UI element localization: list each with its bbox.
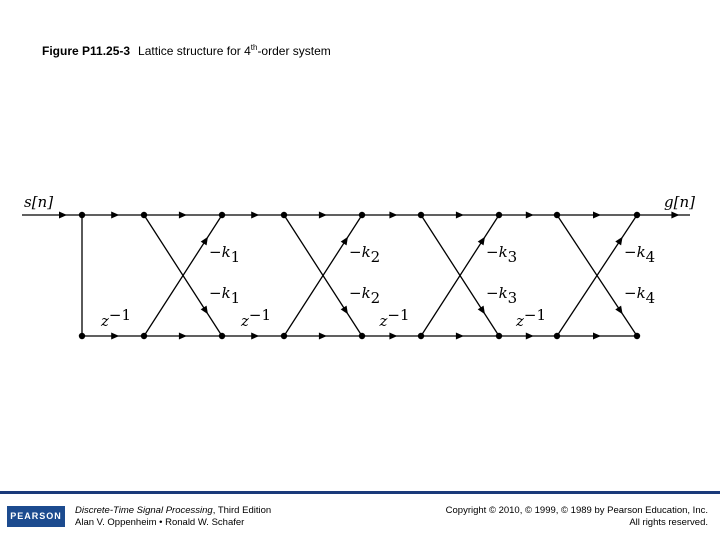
bottom-link-arrow-3: [389, 333, 397, 340]
copyright: [446, 505, 708, 529]
coeff-upper-4: −k4: [624, 243, 656, 266]
top-node: [281, 212, 287, 218]
book-edition: , Third Edition: [212, 505, 272, 516]
bottom-arrow-4: [593, 333, 601, 340]
top-node: [219, 212, 225, 218]
figure-number: Figure P11.25-3: [42, 44, 131, 58]
figure-title-text: Lattice structure for 4: [138, 44, 251, 58]
copyright-line-1: Copyright © 2010, © 1999, © 1989 by Pearson Education, Inc.: [445, 505, 708, 516]
top-node: [554, 212, 560, 218]
bottom-node: [418, 333, 424, 339]
book-title: Discrete-Time Signal Processing: [75, 505, 213, 516]
delay-label-3: z−1: [379, 306, 410, 330]
top-arrow-1: [179, 212, 187, 219]
coeff-upper-3: −k3: [486, 243, 518, 266]
coeff-upper-2: −k2: [349, 243, 381, 266]
top-link-arrow-1: [111, 212, 119, 219]
delay-label-2: z−1: [241, 306, 272, 330]
diagonal-down-arrow-2: [341, 306, 348, 315]
delay-label-1: z−1: [101, 306, 132, 330]
book-authors: Alan V. Oppenheim • Ronald W. Schafer: [75, 517, 245, 528]
input-label: s[n]: [24, 193, 54, 211]
bottom-arrow-3: [456, 333, 464, 340]
bottom-arrow-1: [179, 333, 187, 340]
book-title-line: [75, 505, 271, 517]
bottom-node: [359, 333, 365, 339]
bottom-arrow-2: [319, 333, 327, 340]
bottom-node: [634, 333, 640, 339]
diagonal-down-arrow-3: [478, 306, 485, 315]
top-node: [496, 212, 502, 218]
diagonal-up-arrow-4: [615, 237, 622, 246]
bottom-node: [554, 333, 560, 339]
diagonal-down-arrow-4: [615, 306, 622, 315]
bottom-node: [496, 333, 502, 339]
coeff-lower-2: −k2: [349, 284, 381, 307]
figure-title-text-end: -order system: [257, 44, 331, 58]
diagonal-up-arrow-3: [478, 237, 485, 246]
footer-rule: [0, 491, 720, 494]
top-node: [359, 212, 365, 218]
diagonal-up-arrow-2: [341, 237, 348, 246]
figure-title-sup: th: [250, 43, 258, 52]
coeff-lower-4: −k4: [624, 284, 656, 307]
top-node: [141, 212, 147, 218]
copyright-line-2: All rights reserved.: [629, 517, 708, 528]
bottom-link-arrow-4: [526, 333, 534, 340]
bottom-link-arrow-2: [251, 333, 259, 340]
coeff-lower-1: −k1: [209, 284, 241, 307]
pearson-logo: PEARSON: [7, 506, 65, 527]
top-link-arrow-4: [526, 212, 534, 219]
bottom-node: [281, 333, 287, 339]
top-node: [79, 212, 85, 218]
top-link-arrow-2: [251, 212, 259, 219]
diagonal-up-arrow-1: [201, 237, 208, 246]
bottom-node: [79, 333, 85, 339]
bottom-link-arrow-1: [111, 333, 119, 340]
output-label: g[n]: [664, 193, 695, 211]
output-arrow: [671, 212, 679, 219]
top-node: [418, 212, 424, 218]
top-arrow-4: [593, 212, 601, 219]
top-node: [634, 212, 640, 218]
book-info: [75, 505, 271, 529]
top-link-arrow-3: [389, 212, 397, 219]
coeff-upper-1: −k1: [209, 243, 241, 266]
top-arrow-2: [319, 212, 327, 219]
coeff-lower-3: −k3: [486, 284, 518, 307]
bottom-node: [141, 333, 147, 339]
diagonal-down-arrow-1: [201, 306, 208, 315]
top-arrow-3: [456, 212, 464, 219]
input-arrow: [59, 212, 67, 219]
bottom-node: [219, 333, 225, 339]
delay-label-4: z−1: [516, 306, 547, 330]
